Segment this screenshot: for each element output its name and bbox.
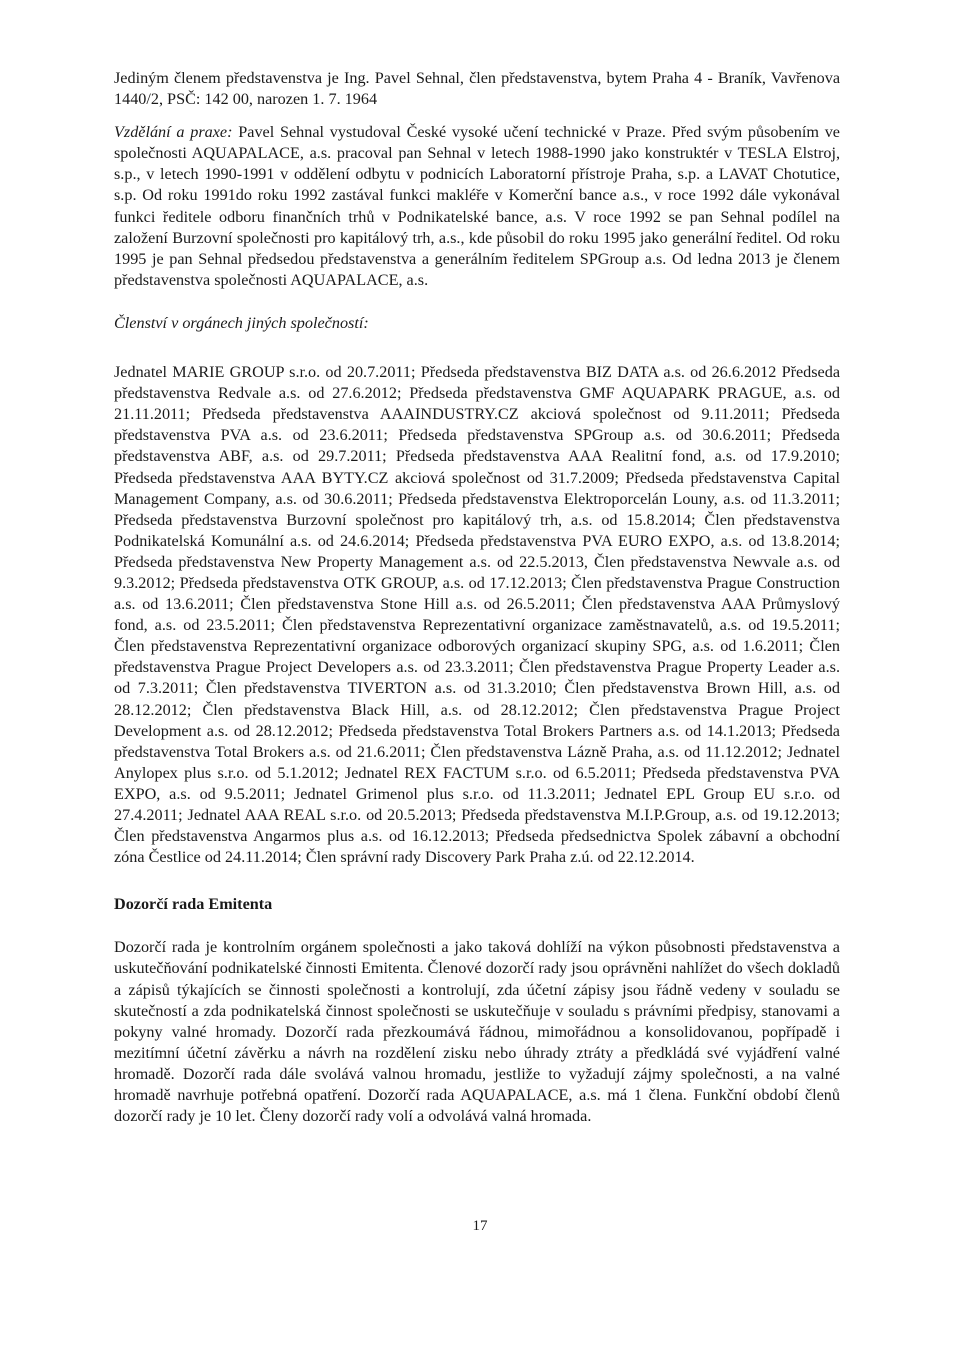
- spacer: [114, 110, 840, 122]
- spacer: [114, 291, 840, 313]
- document-page: [114, 68, 840, 1127]
- spacer: [114, 915, 840, 937]
- education-lead: Vzdělání a praxe:: [114, 123, 233, 142]
- spacer: [114, 334, 840, 362]
- education-text: Pavel Sehnal vystudoval České vysoké učení technické v Praze. Před svým působením ve společnosti AQUAPALACE, a.s. pracoval pan Sehnal v letech 1988-1990 jako konstruktér v TESLA Elstroj, s.p., v letech 1990-1991 v oddělení odbytu v podnicích Laboratorní přístroje Praha, s.p. a LAVAT Chotutice, s.p. Od roku 1991do roku 1992 zastával funkci makléře v Komerční bance a.s., v roce 1992 dále vykonával funkci ředitele odboru finančních trhů v Podnikatelské bance, a.s. V roce 1992 se pan Sehnal podílel na založení Burzovní společnosti pro kapitálový trh, a.s., kde působil do roku 1995 jako generální ředitel. Od roku 1995 je pan Sehnal předsedou představenstva a generálním ředitelem SPGroup a.s. Od ledna 2013 je členem představenstva společnosti AQUAPALACE, a.s.: [114, 123, 840, 289]
- supervisory-board-paragraph: Dozorčí rada je kontrolním orgánem společnosti a jako taková dohlíží na výkon působnosti představenstva a uskutečňování podnikatelské činnosti Emitenta. Členové dozorčí rady jsou oprávněni nahlížet do všech dokladů a zápisů týkajících se činnosti společnosti a kontrolují, zda účetní zápisy jsou řádně vedeny v souladu se skutečností a zda podnikatelská činnost společnosti se uskutečňuje v souladu s právními předpisy, stanovami a pokyny valné hromady. Dozorčí rada přezkoumává řádnou, mimořádnou a konsolidovanou, popřípadě i mezitímní účetní závěrku a návrh na rozdělení zisku nebo úhrady ztráty a předkládá své vyjádření valné hromadě. Dozorčí rada dále svolává valnou hromadu, jestliže to vyžadují zájmy společnosti, a na valné hromadě navrhuje potřebná opatření. Dozorčí rada AQUAPALACE, a.s. má 1 člena. Funkční období členů dozorčí rady je 10 let. Členy dozorčí rady volí a odvolává valná hromada.: [114, 938, 840, 1126]
- memberships-paragraph: Jednatel MARIE GROUP s.r.o. od 20.7.2011; Předseda představenstva BIZ DATA a.s. od 26.6.2012 Předseda představenstva Redvale a.s. od 27.6.2012; Předseda představenstva GMF AQUAPARK PRAGUE, a.s. od 21.11.2011; Předseda představenstva AAAINDUSTRY.CZ akciová společnost od 9.11.2011; Předseda představenstva PVA a.s. od 23.6.2011; Předseda představenstva SPGroup a.s. od 30.6.2011; Předseda představenstva ABF, a.s. od 29.7.2011; Předseda představenstva AAA Realitní fond, a.s. od 17.9.2010; Předseda představenstva AAA BYTY.CZ akciová společnost od 31.7.2009; Předseda představenstva Capital Management Company, a.s. od 30.6.2011; Předseda představenstva Elektroporcelán Louny, a.s. od 11.3.2011; Předseda představenstva Burzovní společnost pro kapitálový trh, a.s. od 15.8.2014; Člen představenstva Podnikatelská Komunální a.s. od 24.6.2014; Předseda představenstva PVA EURO EXPO, a.s. od 13.8.2014; Předseda představenstva New Property Management a.s. od 22.5.2013, Člen představenstva Newvale a.s. od 9.3.2012; Předseda představenstva OTK GROUP, a.s. od 17.12.2013; Člen představenstva Prague Construction a.s. od 13.6.2011; Člen představenstva Stone Hill a.s. od 26.5.2011; Člen představenstva AAA Průmyslový fond, a.s. od 23.5.2011; Člen představenstva Reprezentativní organizace zaměstnavatelů, a.s. od 19.5.2011; Člen představenstva Reprezentativní organizace odborových organizací skupiny SPG, a.s. od 1.6.2011; Člen představenstva Prague Project Developers a.s. od 23.3.2011; Člen představenstva Prague Property Leader a.s. od 7.3.2011; Člen představenstva TIVERTON a.s. od 31.3.2010; Člen představenstva Brown Hill, a.s. od 28.12.2012; Člen představenstva Black Hill, a.s. od 28.12.2012; Člen představenstva Prague Project Development a.s. od 28.12.2012; Předseda představenstva Total Brokers Partners a.s. od 14.1.2013; Předseda představenstva Total Brokers a.s. od 21.6.2011; Člen představenstva Lázně Praha, a.s. od 11.12.2012; Jednatel Anylopex plus s.r.o. od 5.1.2012; Jednatel REX FACTUM s.r.o. od 6.5.2011; Předseda představenstva PVA EXPO, a.s. od 9.5.2011; Jednatel Grimenol plus s.r.o. od 11.3.2011; Jednatel EPL Group EU s.r.o. od 27.4.2011; Jednatel AAA REAL s.r.o. od 20.5.2013; Předseda představenstva M.I.P.Group, a.s. od 19.12.2013; Člen představenstva Angarmos plus a.s. od 16.12.2013; Předseda předsednictva Spolek zábavní a obchodní zóna Čestlice od 24.11.2014; Člen správní rady Discovery Park Praha z.ú. od 22.12.2014.: [114, 363, 840, 867]
- spacer: [114, 868, 840, 894]
- memberships-heading: Členství v orgánech jiných společností:: [114, 313, 369, 332]
- page-number: 17: [472, 1218, 488, 1234]
- sole-member-paragraph: Jediným členem představenstva je Ing. Pavel Sehnal, člen představenstva, bytem Praha 4 - Braník, Vavřenova 1440/2, PSČ: 142 00, narozen 1. 7. 1964: [114, 69, 840, 109]
- supervisory-board-heading: Dozorčí rada Emitenta: [114, 895, 273, 914]
- education-paragraph: [114, 122, 840, 291]
